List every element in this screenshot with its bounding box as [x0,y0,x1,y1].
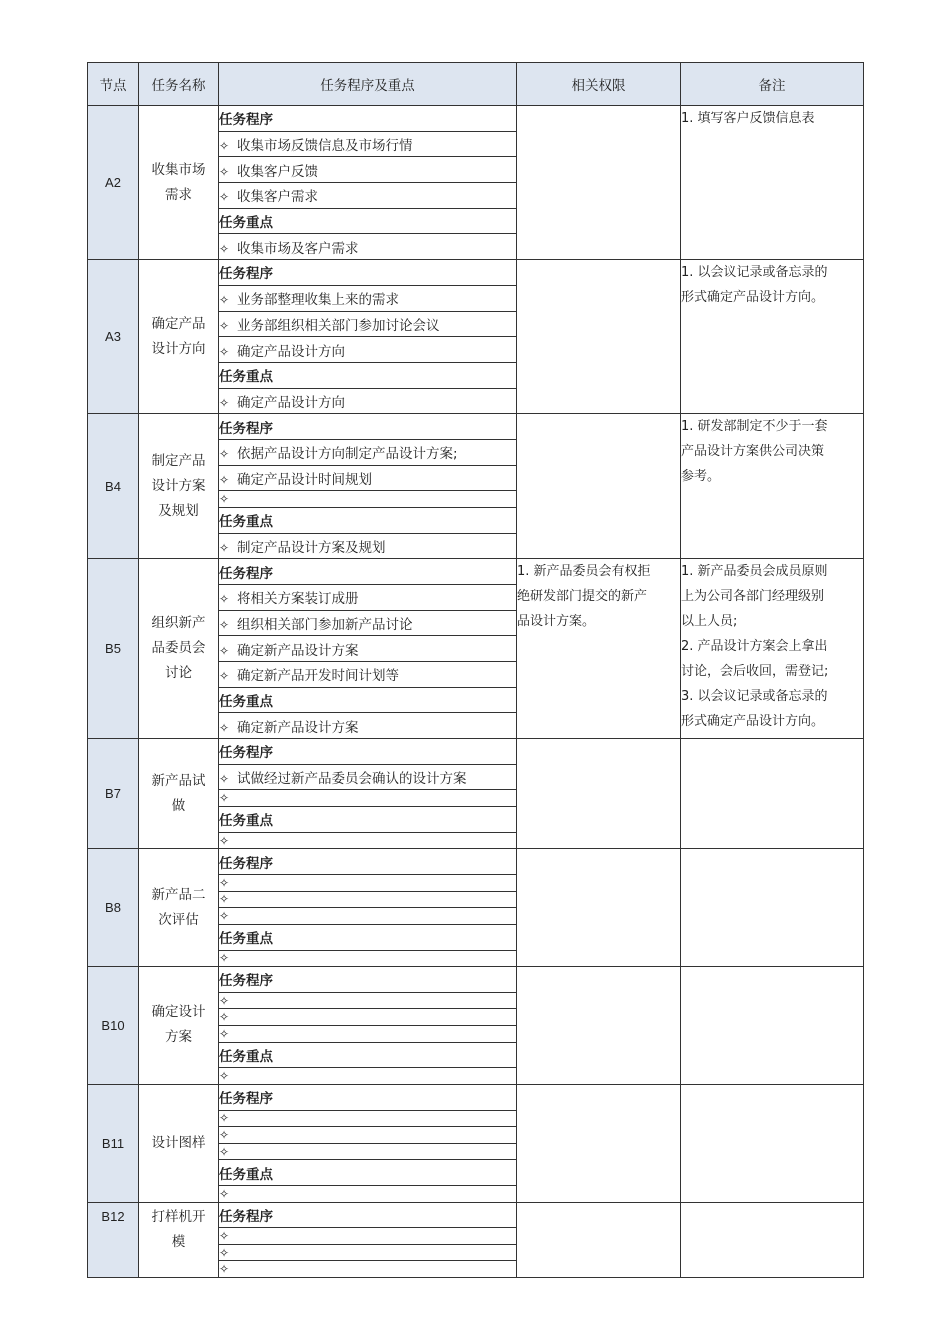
table-row [88,414,864,440]
task-name [139,849,219,967]
task-name [139,1202,219,1277]
task-name [139,1084,219,1202]
task-name-line: 新产品二 [151,886,206,903]
diamond-bullet-icon: ✧ [219,909,230,924]
task-name [139,260,219,414]
step-item [219,875,517,892]
authority-cell [517,414,681,559]
diamond-bullet-icon: ✧ [219,772,230,787]
notes-cell [681,260,864,414]
notes-line: 上为公司各部门经理级别 [681,589,825,605]
step-section-heading: 任务重点 [219,807,517,833]
notes-line: 1. 研发部制定不少于一套 [681,419,828,435]
step-section-heading: 任务程序 [219,739,517,765]
task-name-line: 设计图样 [151,1134,206,1151]
step-item [219,992,517,1009]
step-item-text: 制定产品设计方案及规划 [237,539,386,556]
step-item [219,950,517,967]
authority-cell [517,106,681,260]
step-item [219,713,517,739]
diamond-bullet-icon: ✧ [219,833,230,848]
step-item [219,311,517,337]
authority-cell [517,1202,681,1277]
step-item [219,1186,517,1203]
diamond-bullet-icon: ✧ [219,1186,230,1201]
node-id: A3 [88,260,139,414]
step-section-heading: 任务程序 [219,967,517,993]
notes-line: 1. 填写客户反馈信息表 [681,111,815,126]
step-section-heading: 任务重点 [219,687,517,713]
notes-cell [681,106,864,260]
notes-cell [681,1202,864,1277]
table-header-row [88,63,864,106]
notes-cell [681,739,864,849]
authority-cell [517,739,681,849]
step-section-heading: 任务重点 [219,1042,517,1068]
diamond-bullet-icon: ✧ [219,318,230,333]
diamond-bullet-icon: ✧ [219,1111,230,1126]
diamond-bullet-icon: ✧ [219,892,230,907]
step-item [219,465,517,491]
diamond-bullet-icon: ✧ [219,720,230,735]
step-item [219,285,517,311]
step-item [219,337,517,363]
diamond-bullet-icon: ✧ [219,492,230,507]
diamond-bullet-icon: ✧ [219,139,230,154]
task-name [139,414,219,559]
step-section-heading: 任务重点 [219,507,517,533]
table-row [88,106,864,132]
step-item [219,234,517,260]
diamond-bullet-icon: ✧ [219,1026,230,1041]
task-name-line: 设计方案 [151,477,206,494]
diamond-bullet-icon: ✧ [219,791,230,806]
node-id: B11 [88,1084,139,1202]
header-procedure: 任务程序及重点 [219,63,517,106]
step-item-text: 确定产品设计时间规划 [237,471,372,488]
task-name [139,967,219,1085]
task-name-line: 讨论 [165,665,192,682]
step-item [219,131,517,157]
step-item [219,439,517,465]
authority-cell [517,559,681,739]
header-node: 节点 [88,63,139,106]
notes-line: 参考。 [681,469,721,485]
table-row [88,849,864,875]
step-item [219,388,517,414]
step-item-text: 确定产品设计方向 [237,343,345,360]
task-name-line: 方案 [165,1029,192,1046]
authority-cell [517,1084,681,1202]
diamond-bullet-icon: ✧ [219,164,230,179]
authority-line: 绝研发部门提交的新产 [517,589,648,605]
task-name-line: 做 [171,797,186,814]
notes-line: 形式确定产品设计方向。 [681,290,825,306]
task-name [139,559,219,739]
step-item [219,832,517,849]
step-section-heading: 任务重点 [219,362,517,388]
notes-cell [681,414,864,559]
notes-line: 形式确定产品设计方向。 [681,714,825,730]
notes-cell [681,1084,864,1202]
step-item [219,1127,517,1144]
node-id: B12 [88,1202,139,1277]
step-section-heading: 任务程序 [219,414,517,440]
diamond-bullet-icon: ✧ [219,293,230,308]
node-id: B4 [88,414,139,559]
task-name-line: 设计方向 [151,340,206,357]
node-id: B5 [88,559,139,739]
diamond-bullet-icon: ✧ [219,344,230,359]
step-item-text: 业务部整理收集上来的需求 [237,292,399,309]
diamond-bullet-icon: ✧ [219,993,230,1008]
step-item [219,1261,517,1278]
step-item [219,1068,517,1085]
node-id: A2 [88,106,139,260]
step-item [219,1025,517,1042]
step-item [219,764,517,790]
header-task-name: 任务名称 [139,63,219,106]
step-item-text: 收集市场及客户需求 [237,240,359,257]
task-name-line: 确定设计 [151,1004,206,1021]
node-id: B10 [88,967,139,1085]
step-item [219,157,517,183]
task-name-line: 收集市场 [151,161,206,178]
step-item [219,1228,517,1245]
task-name-line: 打样机开 [151,1208,206,1225]
step-item [219,1110,517,1127]
notes-cell [681,559,864,739]
diamond-bullet-icon: ✧ [219,1069,230,1084]
step-item [219,584,517,610]
diamond-bullet-icon: ✧ [219,618,230,632]
node-id: B7 [88,739,139,849]
step-section-heading: 任务程序 [219,1202,517,1228]
step-item [219,1009,517,1026]
task-name-line: 次评估 [158,911,199,928]
step-item [219,908,517,925]
step-item [219,183,517,209]
step-item-text: 确定新产品设计方案 [237,719,359,736]
notes-line: 1. 新产品委员会成员原则 [681,564,828,580]
step-item [219,790,517,807]
step-section-heading: 任务程序 [219,559,517,585]
diamond-bullet-icon: ✧ [219,1127,230,1142]
step-item-text: 组织相关部门参加新产品讨论 [237,617,413,633]
step-item-text: 收集客户反馈 [237,163,318,180]
step-item-text: 业务部组织相关部门参加讨论会议 [237,317,440,334]
table-row [88,739,864,765]
diamond-bullet-icon: ✧ [219,669,230,684]
step-section-heading: 任务程序 [219,106,517,132]
task-name-line: 组织新产 [151,615,206,632]
diamond-bullet-icon: ✧ [219,241,230,256]
task-name-line: 确定产品 [151,315,206,332]
diamond-bullet-icon: ✧ [219,1229,230,1244]
task-name-line: 及规划 [158,502,199,519]
task-name-line: 需求 [165,186,192,203]
notes-line: 2. 产品设计方案会上拿出 [681,639,828,655]
notes-line: 产品设计方案供公司决策 [681,444,825,460]
diamond-bullet-icon: ✧ [219,643,230,658]
task-name-line: 模 [171,1233,186,1250]
authority-cell [517,849,681,967]
step-section-heading: 任务重点 [219,924,517,950]
notes-line: 1. 以会议记录或备忘录的 [681,265,828,281]
step-item-text: 收集客户需求 [237,189,318,206]
authority-line: 品设计方案。 [517,614,596,630]
step-item-text: 依据产品设计方向制定产品设计方案; [237,446,458,463]
diamond-bullet-icon: ✧ [219,540,230,555]
task-name [139,106,219,260]
step-item [219,636,517,662]
step-section-heading: 任务程序 [219,849,517,875]
step-item [219,1244,517,1261]
task-name-line: 品委员会 [151,640,206,657]
step-section-heading: 任务重点 [219,208,517,234]
diamond-bullet-icon: ✧ [219,447,230,462]
step-section-heading: 任务重点 [219,1160,517,1186]
diamond-bullet-icon: ✧ [219,875,230,890]
step-item-text: 确定新产品设计方案 [237,642,359,659]
step-item [219,1143,517,1160]
step-item [219,662,517,688]
table-row [88,967,864,993]
diamond-bullet-icon: ✧ [219,592,230,607]
diamond-bullet-icon: ✧ [219,1262,230,1277]
header-notes: 备注 [681,63,864,106]
notes-cell [681,849,864,967]
task-name-line: 新产品试 [151,772,206,789]
diamond-bullet-icon: ✧ [219,1010,230,1025]
header-authority: 相关权限 [517,63,681,106]
diamond-bullet-icon: ✧ [219,190,230,205]
table-row [88,260,864,286]
table-body [88,106,864,1278]
step-section-heading: 任务程序 [219,1084,517,1110]
diamond-bullet-icon: ✧ [219,395,230,410]
step-item-text: 试做经过新产品委员会确认的设计方案 [237,771,467,788]
step-item-text: 收集市场反馈信息及市场行情 [237,138,413,155]
notes-line: 3. 以会议记录或备忘录的 [681,689,828,705]
authority-line: 1. 新产品委员会有权拒 [517,564,651,580]
task-name-line: 制定产品 [151,452,206,469]
step-section-heading: 任务程序 [219,260,517,286]
notes-line: 以上人员; [681,614,738,630]
table-row [88,559,864,585]
diamond-bullet-icon: ✧ [219,1144,230,1159]
process-table [87,62,864,1278]
notes-cell [681,967,864,1085]
diamond-bullet-icon: ✧ [219,472,230,487]
step-item [219,610,517,636]
step-item-text: 将相关方案装订成册 [237,591,359,608]
diamond-bullet-icon: ✧ [219,1245,230,1260]
authority-cell [517,260,681,414]
authority-cell [517,967,681,1085]
step-item [219,533,517,559]
step-item [219,891,517,908]
task-name [139,739,219,849]
notes-line: 讨论，会后收回，需登记; [681,664,829,680]
node-id: B8 [88,849,139,967]
table-row [88,1084,864,1110]
diamond-bullet-icon: ✧ [219,951,230,966]
table-row [88,1202,864,1228]
step-item-text: 确定产品设计方向 [237,394,345,411]
step-item [219,491,517,508]
step-item-text: 确定新产品开发时间计划等 [237,668,399,685]
